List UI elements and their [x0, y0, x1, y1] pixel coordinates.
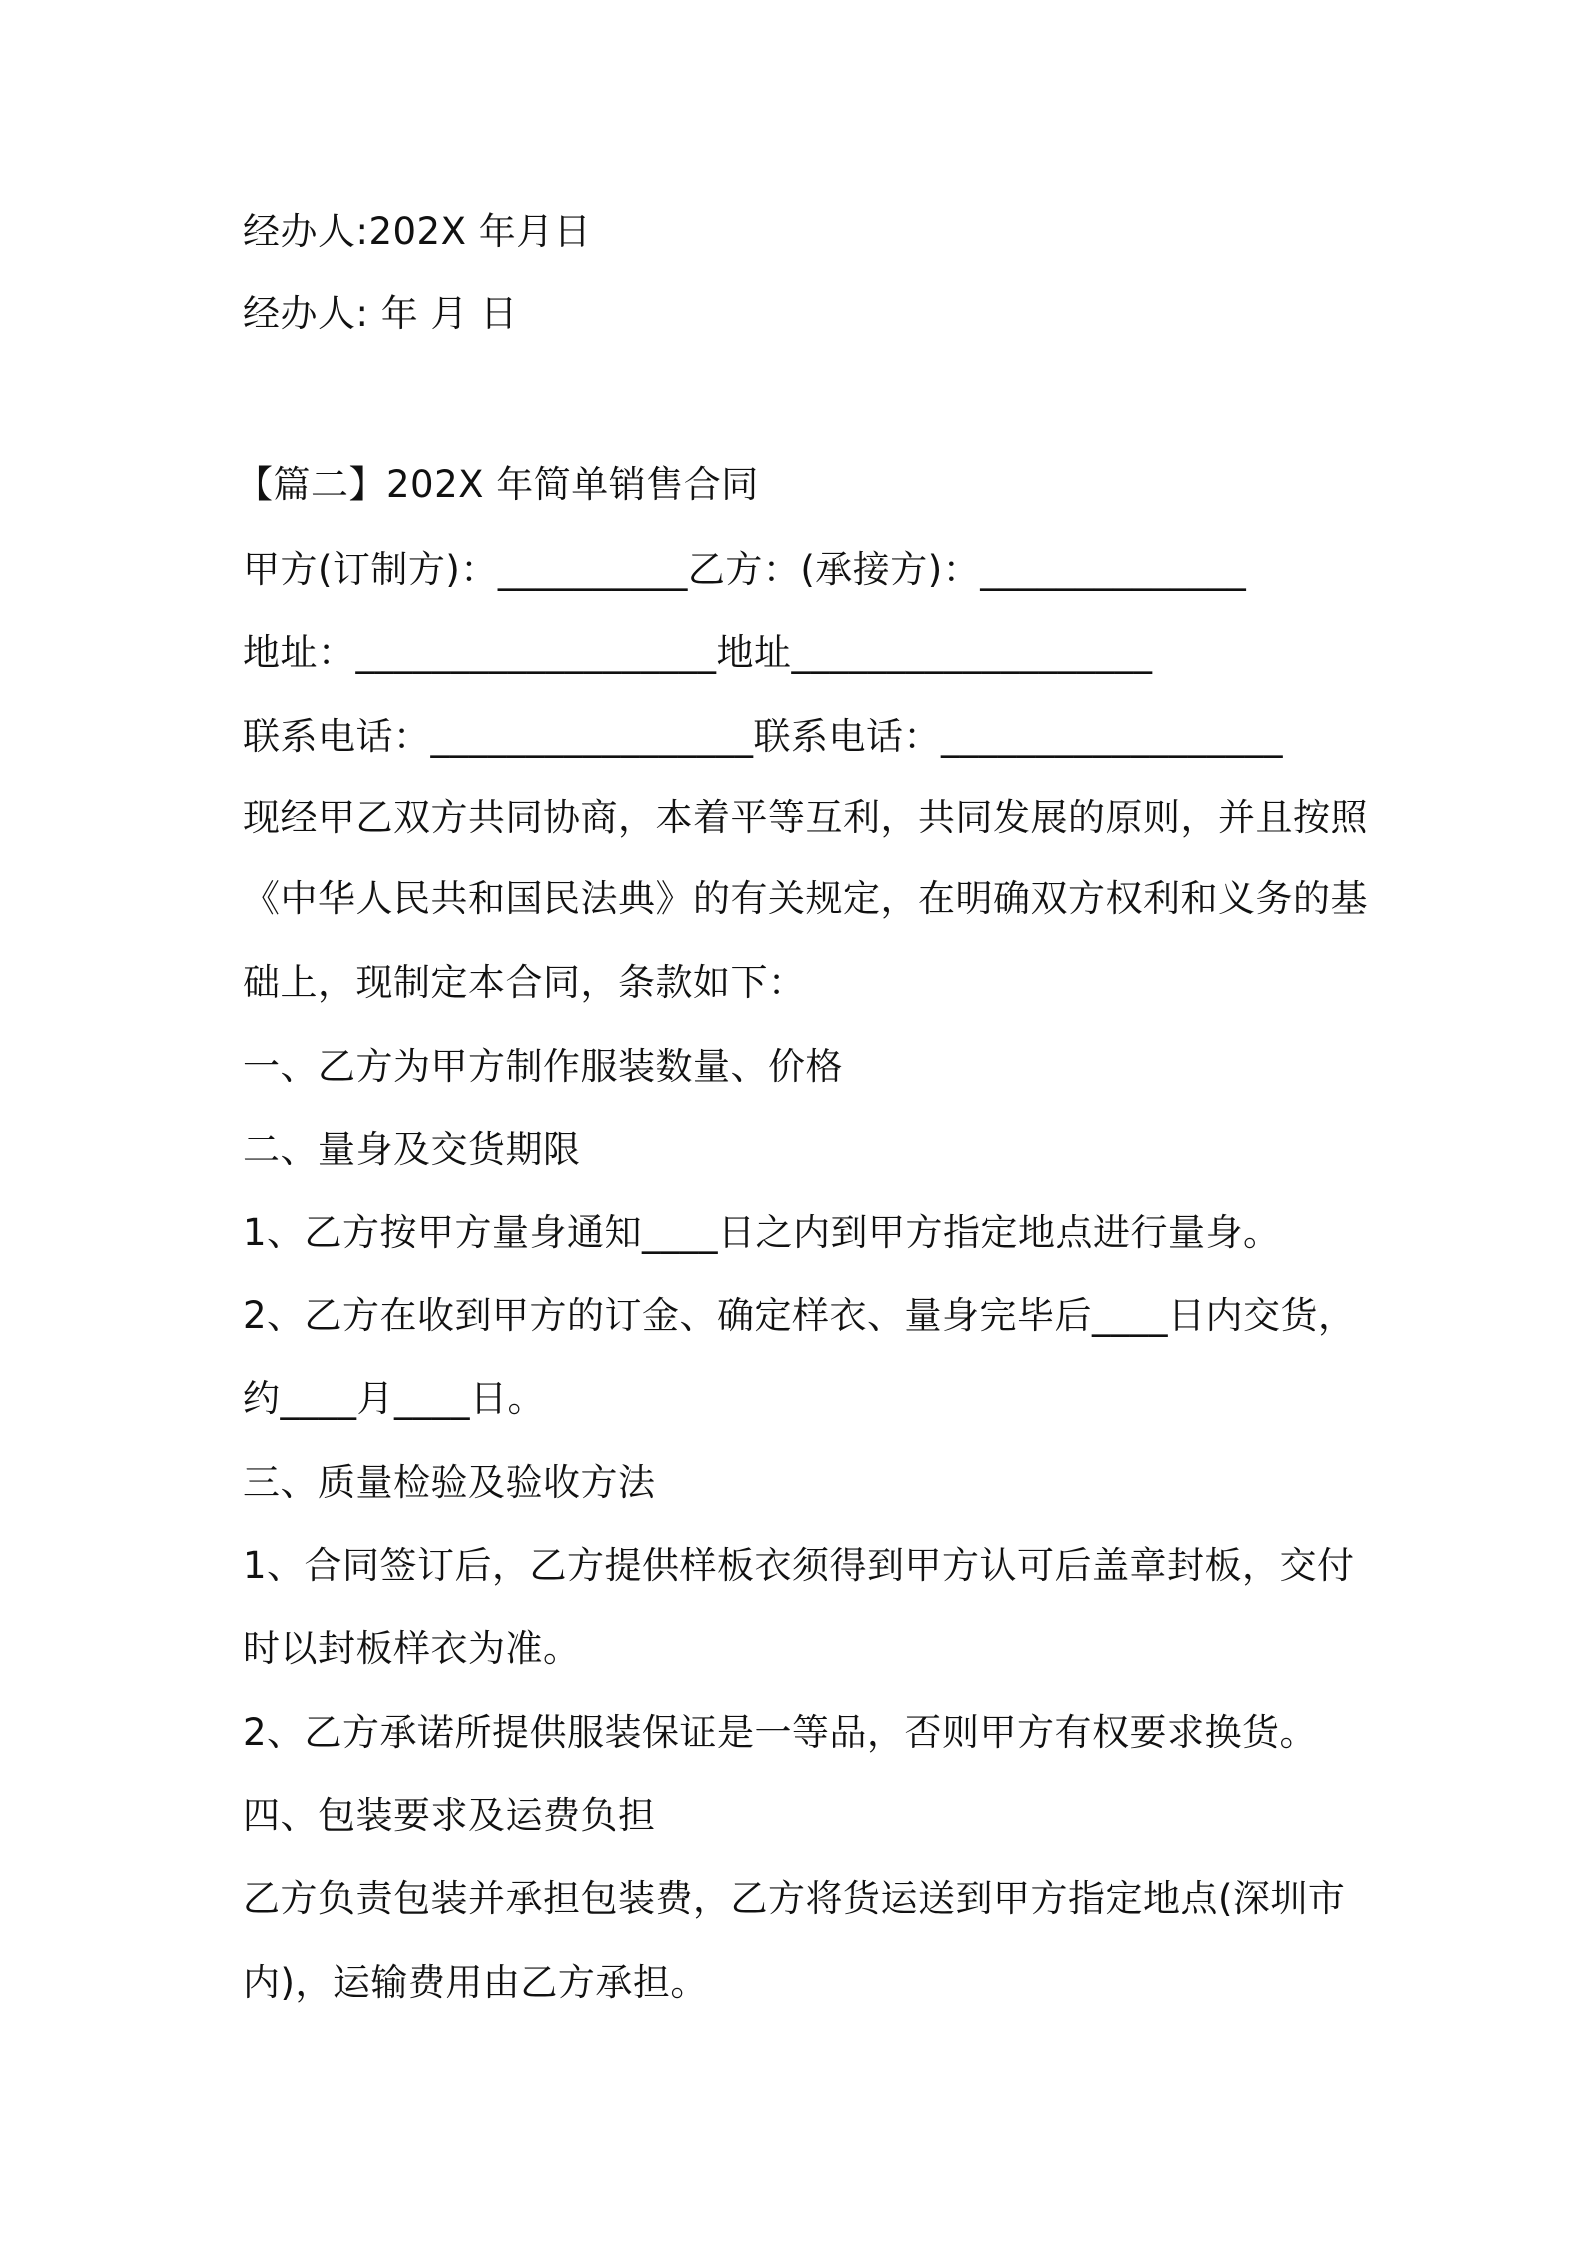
clause-4-heading: 四、包装要求及运费负担 — [243, 1794, 656, 1837]
clause-3-item-2: 2、乙方承诺所提供服装保证是一等品，否则甲方有权要求换货。 — [243, 1711, 1318, 1754]
clause-3-heading: 三、质量检验及验收方法 — [243, 1461, 656, 1504]
party-names-line: 甲方(订制方)：__________乙方：(承接方)：______________ — [243, 548, 1247, 591]
phone-line: 联系电话：_________________联系电话：__________________ — [243, 715, 1283, 758]
clause-4-body-line-2: 内)，运输费用由乙方承担。 — [243, 1961, 708, 2004]
clause-2-item-1: 1、乙方按甲方量身通知____日之内到甲方指定地点进行量身。 — [243, 1211, 1281, 1254]
clause-2-heading: 二、量身及交货期限 — [243, 1128, 581, 1171]
clause-2-item-2-line-1: 2、乙方在收到甲方的订金、确定样衣、量身完毕后____日内交货， — [243, 1294, 1356, 1337]
handler-date-line-2: 经办人: 年 月 日 — [243, 292, 518, 335]
preamble-line-1: 现经甲乙双方共同协商，本着平等互利，共同发展的原则，并且按照 — [243, 796, 1368, 839]
clause-3-item-1-line-1: 1、合同签订后，乙方提供样板衣须得到甲方认可后盖章封板，交付 — [243, 1544, 1355, 1587]
clause-1-heading: 一、乙方为甲方制作服装数量、价格 — [243, 1045, 843, 1088]
preamble-line-2: 《中华人民共和国民法典》的有关规定，在明确双方权利和义务的基 — [243, 877, 1368, 920]
handler-date-line-1: 经办人:202X 年月日 — [243, 210, 592, 253]
preamble-line-3: 础上，现制定本合同，条款如下： — [243, 961, 806, 1004]
clause-4-body-line-1: 乙方负责包装并承担包装费，乙方将货运送到甲方指定地点(深圳市 — [243, 1877, 1346, 1920]
section-title: 【篇二】202X 年简单销售合同 — [236, 463, 759, 506]
address-line: 地址：___________________地址___________________ — [243, 631, 1153, 674]
clause-3-item-1-line-2: 时以封板样衣为准。 — [243, 1627, 581, 1670]
clause-2-item-2-line-2: 约____月____日。 — [243, 1377, 545, 1420]
